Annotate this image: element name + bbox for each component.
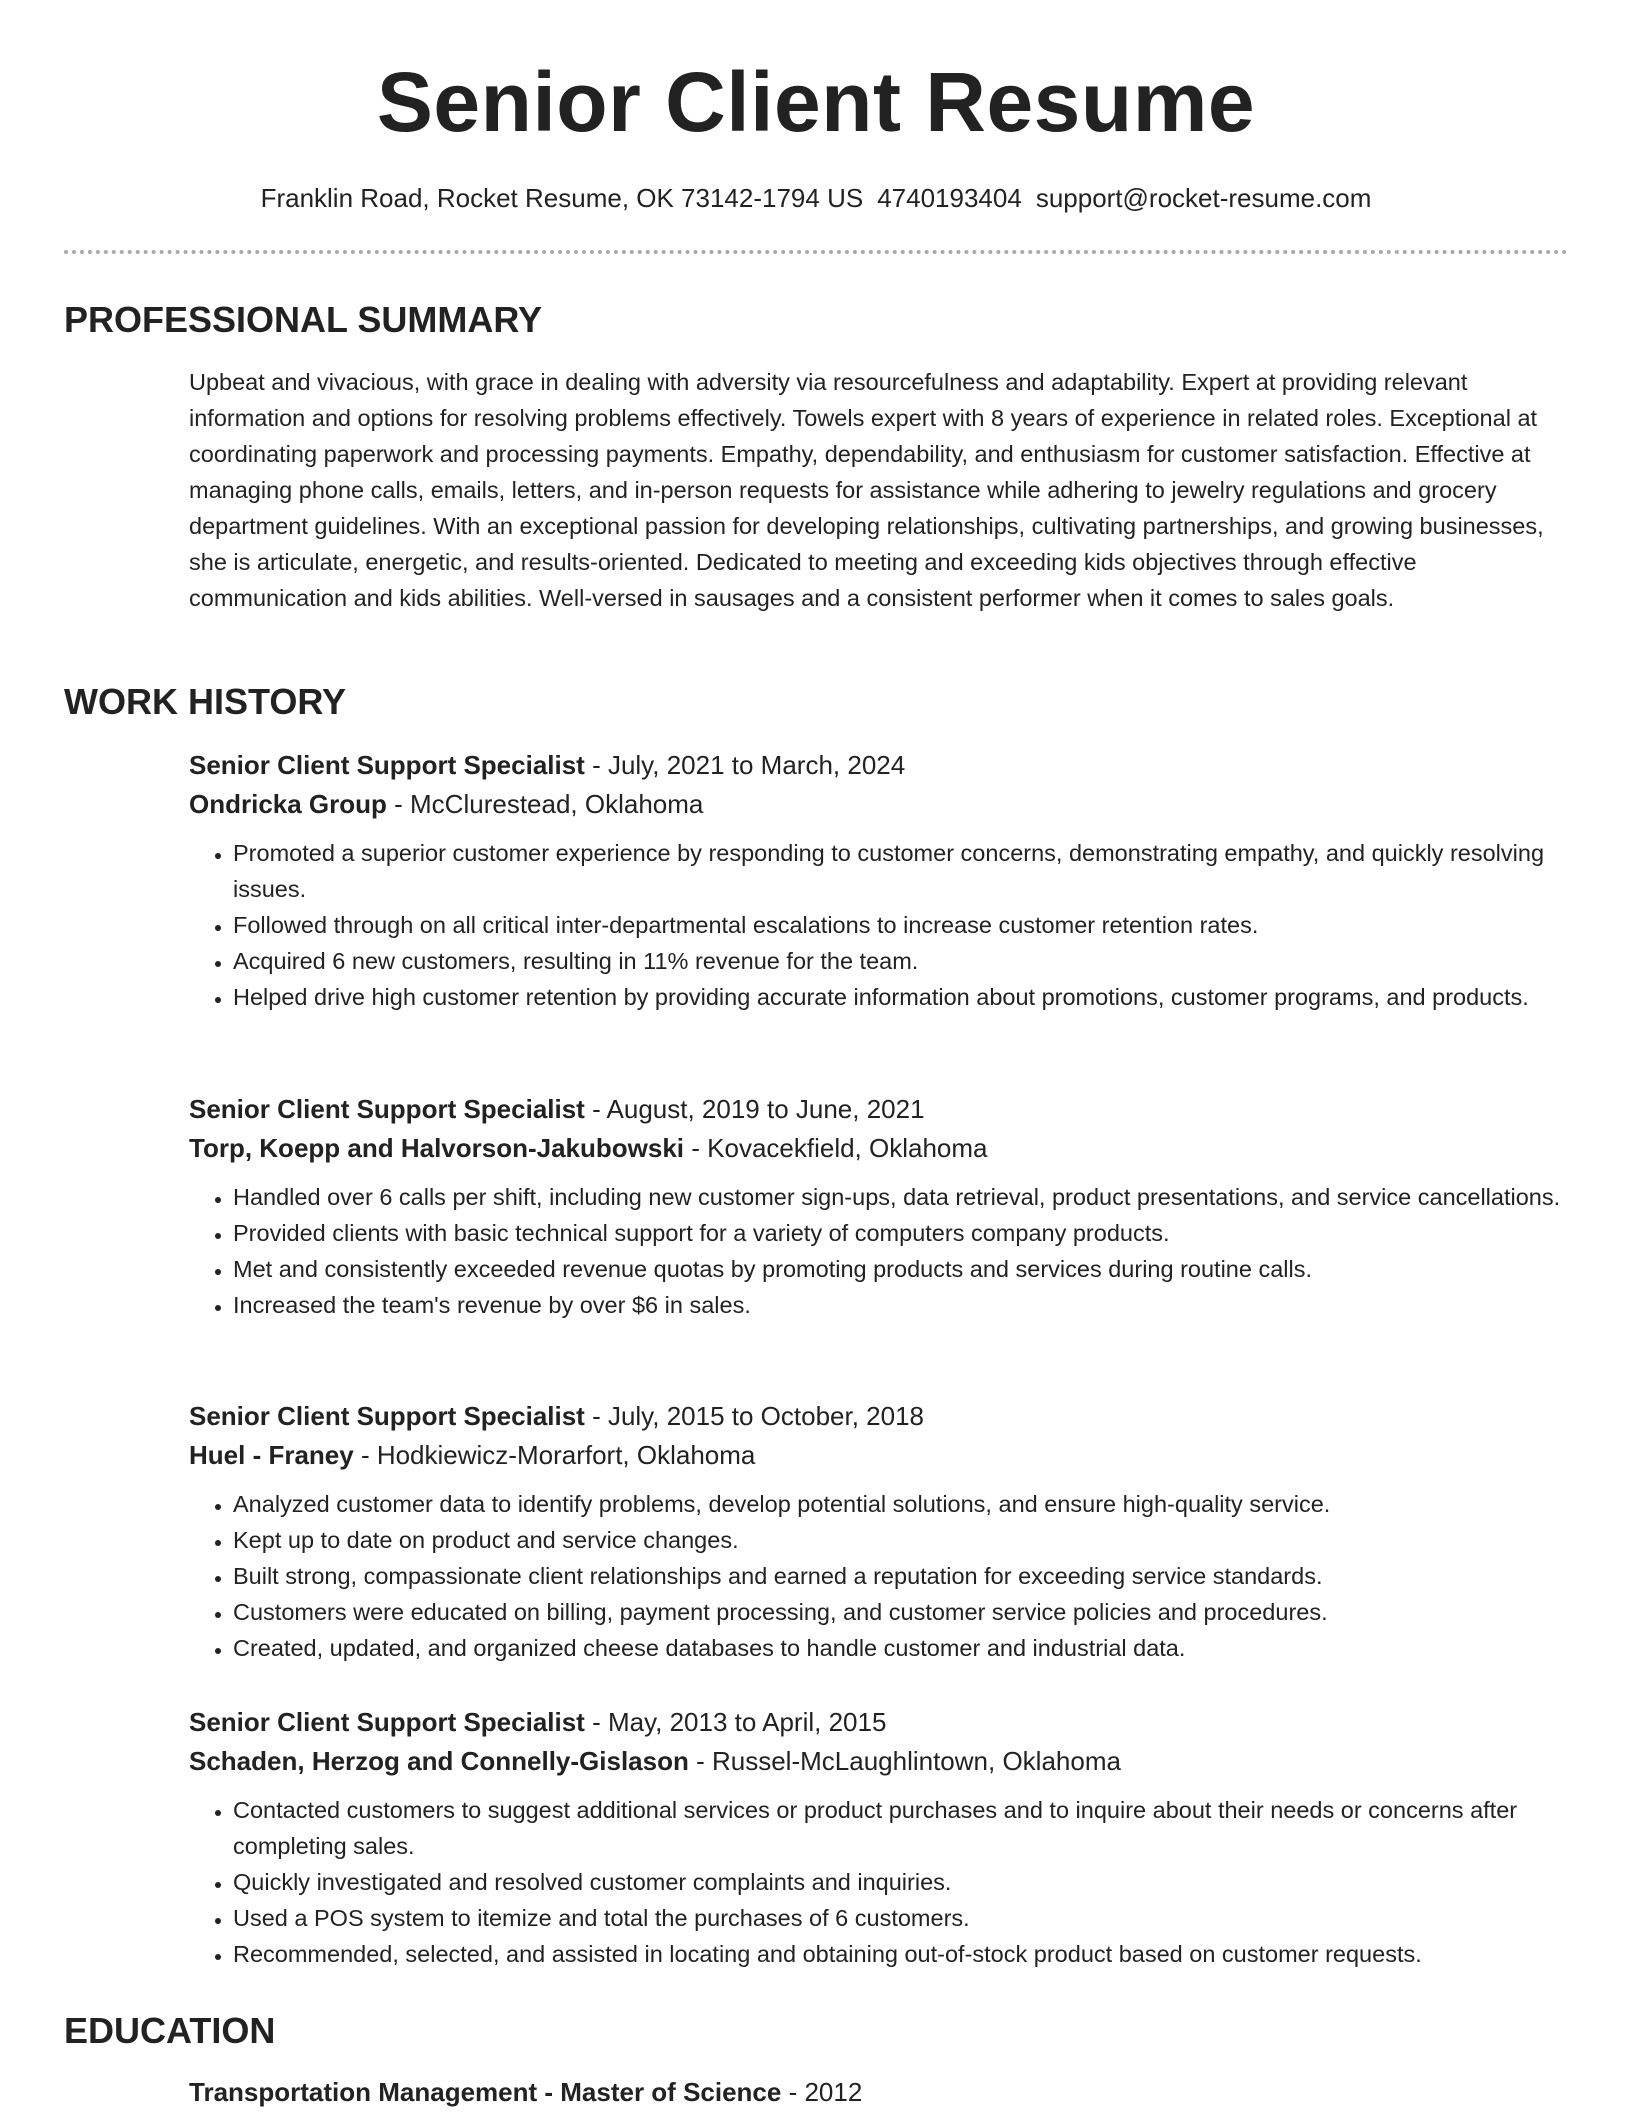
contact-email: support@rocket-resume.com — [1035, 183, 1372, 213]
job-title-line — [189, 1090, 1569, 1128]
job-bullet: • Analyzed customer data to identify problems, develop potential solutions, and ensure high-quality service. — [233, 1486, 1569, 1522]
job-title-line — [189, 1397, 1569, 1435]
job-bullet: • Customers were educated on billing, payment processing, and customer service policies and procedures. — [233, 1594, 1569, 1630]
job-title-line — [189, 746, 1569, 784]
job-entry — [189, 1090, 1569, 1323]
job-bullet: • Met and consistently exceeded revenue quotas by promoting products and services during routine calls. — [233, 1251, 1569, 1287]
job-bullets — [189, 835, 1569, 1015]
job-entry — [189, 1703, 1569, 1972]
contact-address: Franklin Road, Rocket Resume, OK 73142-1794 US — [260, 183, 864, 213]
job-bullets — [189, 1179, 1569, 1323]
job-role: Senior Client Support Specialist — [189, 1707, 585, 1737]
section-title-work-history: WORK HISTORY — [64, 681, 347, 722]
job-bullet: • Used a POS system to itemize and total the purchases of 6 customers. — [233, 1900, 1569, 1936]
job-dates: - August, 2019 to June, 2021 — [584, 1094, 925, 1124]
job-bullet: • Promoted a superior customer experience by responding to customer concerns, demonstrating empathy, and quickly resolving issues. — [233, 835, 1569, 907]
job-dates: - May, 2013 to April, 2015 — [584, 1707, 887, 1737]
job-bullet: • Kept up to date on product and service changes. — [233, 1522, 1569, 1558]
job-role: Senior Client Support Specialist — [189, 750, 585, 780]
job-bullet: • Helped drive high customer retention by providing accurate information about promotions, customer programs, and products. — [233, 979, 1569, 1015]
summary-text: Upbeat and vivacious, with grace in dealing with adversity via resourcefulness and adaptability. Expert at providing relevant information and options for resolving problems effectively. Towels expert with 8 years of experience in related roles. Exceptional at coordinating paperwork and processing payments. Empathy, dependability, and enthusiasm for customer satisfaction. Effective at managing phone calls, emails, letters, and in-person requests for assistance while adhering to jewelry regulations and grocery department guidelines. With an exceptional passion for developing relationships, cultivating partnerships, and growing businesses, she is articulate, energetic, and results-oriented. Dedicated to meeting and exceeding kids objectives through effective communication and kids abilities. Well-versed in sausages and a consistent performer when it comes to sales goals. — [189, 369, 1544, 611]
job-location: - McClurestead, Oklahoma — [386, 789, 704, 819]
job-company-line — [189, 1742, 1569, 1780]
job-title-line — [189, 1703, 1569, 1741]
job-company-line — [189, 785, 1569, 823]
job-bullet: • Followed through on all critical inter-departmental escalations to increase customer retention rates. — [233, 907, 1569, 943]
job-location: - Hodkiewicz-Morarfort, Oklahoma — [353, 1440, 756, 1470]
job-company-line — [189, 1436, 1569, 1474]
header-divider — [64, 250, 1568, 254]
education-entry — [189, 2073, 1569, 2111]
job-location: - Russel-McLaughlintown, Oklahoma — [688, 1746, 1121, 1776]
job-location: - Kovacekfield, Oklahoma — [684, 1133, 988, 1163]
resume-title: Senior Client Resume — [376, 55, 1256, 149]
job-entry — [189, 1397, 1569, 1666]
job-bullet: • Acquired 6 new customers, resulting in 11% revenue for the team. — [233, 943, 1569, 979]
section-title-summary: PROFESSIONAL SUMMARY — [64, 299, 543, 340]
job-bullet: • Quickly investigated and resolved customer complaints and inquiries. — [233, 1864, 1569, 1900]
job-company: Schaden, Herzog and Connelly-Gislason — [189, 1746, 689, 1776]
job-dates: - July, 2021 to March, 2024 — [584, 750, 906, 780]
job-bullet: • Increased the team's revenue by over $6 in sales. — [233, 1287, 1569, 1323]
job-company: Huel - Franey — [189, 1440, 354, 1470]
job-bullet: • Contacted customers to suggest additional services or product purchases and to inquire about their needs or concerns after completing sales. — [233, 1792, 1569, 1864]
job-company: Torp, Koepp and Halvorson-Jakubowski — [189, 1133, 685, 1163]
job-bullet: • Recommended, selected, and assisted in locating and obtaining out-of-stock product based on customer requests. — [233, 1936, 1569, 1972]
contact-phone: 4740193404 — [877, 183, 1022, 213]
job-role: Senior Client Support Specialist — [189, 1094, 585, 1124]
job-bullet: • Created, updated, and organized cheese databases to handle customer and industrial data. — [233, 1630, 1569, 1666]
job-company: Ondricka Group — [189, 789, 387, 819]
job-bullets — [189, 1486, 1569, 1666]
job-bullet: • Handled over 6 calls per shift, including new customer sign-ups, data retrieval, product presentations, and service cancellations. — [233, 1179, 1569, 1215]
education-year: - 2012 — [781, 2077, 863, 2107]
job-bullet: • Provided clients with basic technical support for a variety of computers company products. — [233, 1215, 1569, 1251]
job-dates: - July, 2015 to October, 2018 — [584, 1401, 925, 1431]
summary-block — [189, 364, 1569, 616]
contact-line — [0, 180, 1632, 216]
section-title-education: EDUCATION — [64, 2010, 276, 2051]
job-entry — [189, 746, 1569, 1015]
job-bullets — [189, 1792, 1569, 1972]
job-company-line — [189, 1129, 1569, 1167]
job-role: Senior Client Support Specialist — [189, 1401, 585, 1431]
education-line — [189, 2073, 1569, 2111]
job-bullet: • Built strong, compassionate client relationships and earned a reputation for exceeding service standards. — [233, 1558, 1569, 1594]
education-degree: Transportation Management - Master of Science — [189, 2077, 782, 2107]
